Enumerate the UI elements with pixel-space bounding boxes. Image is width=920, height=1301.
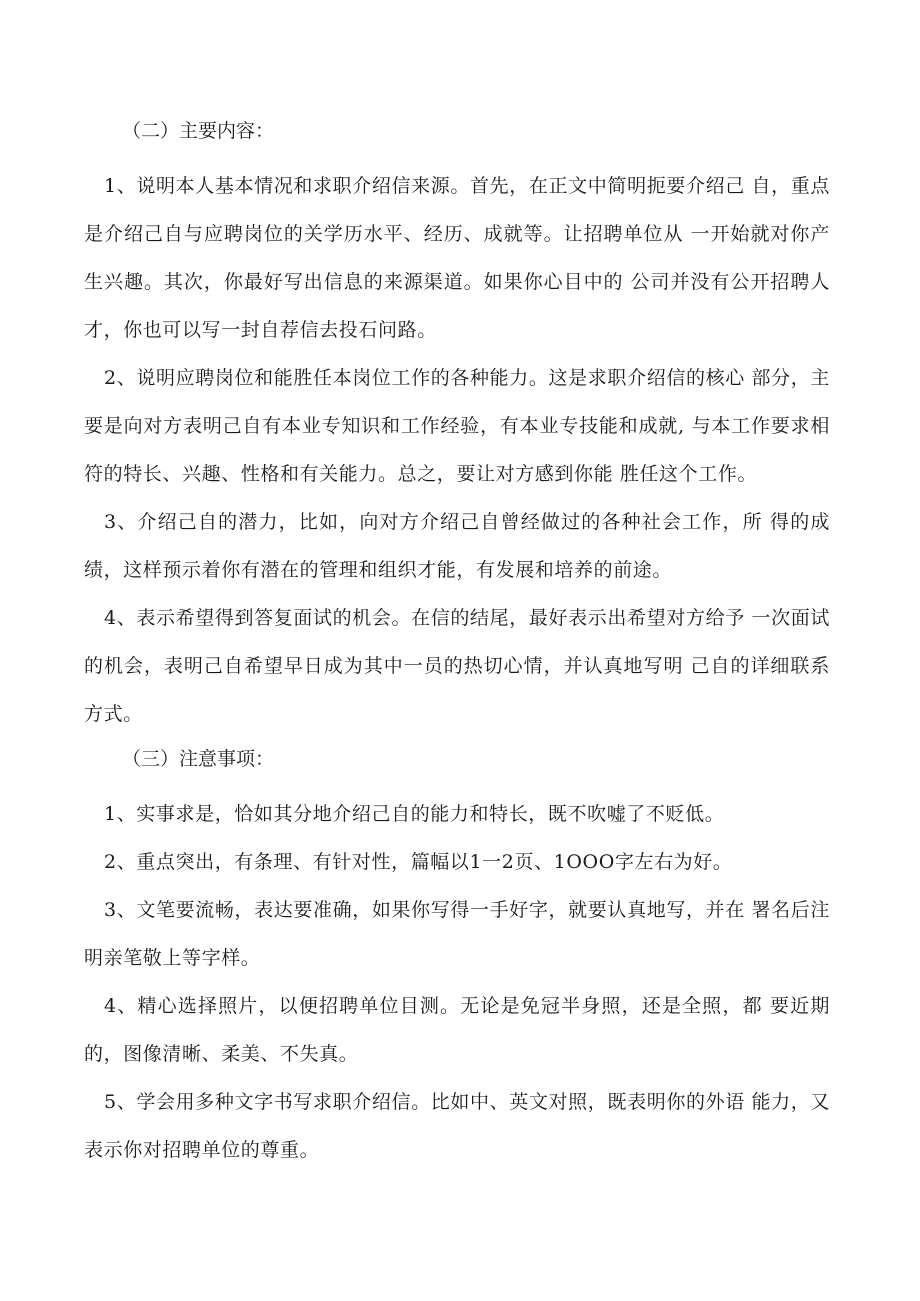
paragraph-main-4: 4、表示希望得到答复面试的机会。在信的结尾，最好表示出希望对方给予 一次面试的机会，表明己自希望早日成为其中一员的热切心情，并认真地写明 己自的详细联系方式。 xyxy=(84,607,830,725)
paragraph-main-3: 3、介绍己自的潜力，比如，向对方介绍己自曾经做过的各种社会工作，所 得的成绩，这样预示着你有潜在的管理和组织才能，有发展和培养的前途。 xyxy=(84,511,830,581)
paragraph-main-2: 2、说明应聘岗位和能胜任本岗位工作的各种能力。这是求职介绍信的核心 部分，主要是向对方表明己自有本业专知识和工作经验，有本业专技能和成就, 与本工作要求相符的特长、兴趣、性格和有关能力。总之，要让对方感到你能 胜任这个工作。 xyxy=(84,367,830,485)
section-notes xyxy=(84,740,830,1174)
section-heading-main-content: （二）主要内容： xyxy=(122,120,275,142)
paragraph-notes-1: 1、实事求是，恰如其分地介绍己自的能力和特长，既不吹嘘了不贬低。 xyxy=(104,803,725,825)
paragraph-notes-5: 5、学会用多种文字书写求职介绍信。比如中、英文对照，既表明你的外语 能力，又表示你对招聘单位的尊重。 xyxy=(84,1091,830,1161)
paragraph-notes-3: 3、文笔要流畅，表达要准确，如果你写得一手好字，就要认真地写，并在 署名后注明亲笔敬上等字样。 xyxy=(84,899,830,969)
section-heading-notes: （三）注意事项： xyxy=(122,748,275,770)
section-main-content xyxy=(84,112,830,738)
paragraph-notes-2: 2、重点突出，有条理、有针对性，篇幅以1一2页、1OOO字左右为好。 xyxy=(104,851,733,873)
paragraph-main-1: 1、说明本人基本情况和求职介绍信来源。首先，在正文中简明扼要介绍己 自，重点是介绍己自与应聘岗位的关学历水平、经历、成就等。让招聘单位从 一开始就对你产生兴趣。其次，你最好写出信息的来源渠道。如果你心目中的 公司并没有公开招聘人才，你也可以写一封自荐信去投石问路。 xyxy=(84,175,830,341)
paragraph-notes-4: 4、精心选择照片，以便招聘单位目测。无论是免冠半身照，还是全照，都 要近期的，图像清晰、柔美、不失真。 xyxy=(84,995,830,1065)
document-body xyxy=(84,112,830,1174)
